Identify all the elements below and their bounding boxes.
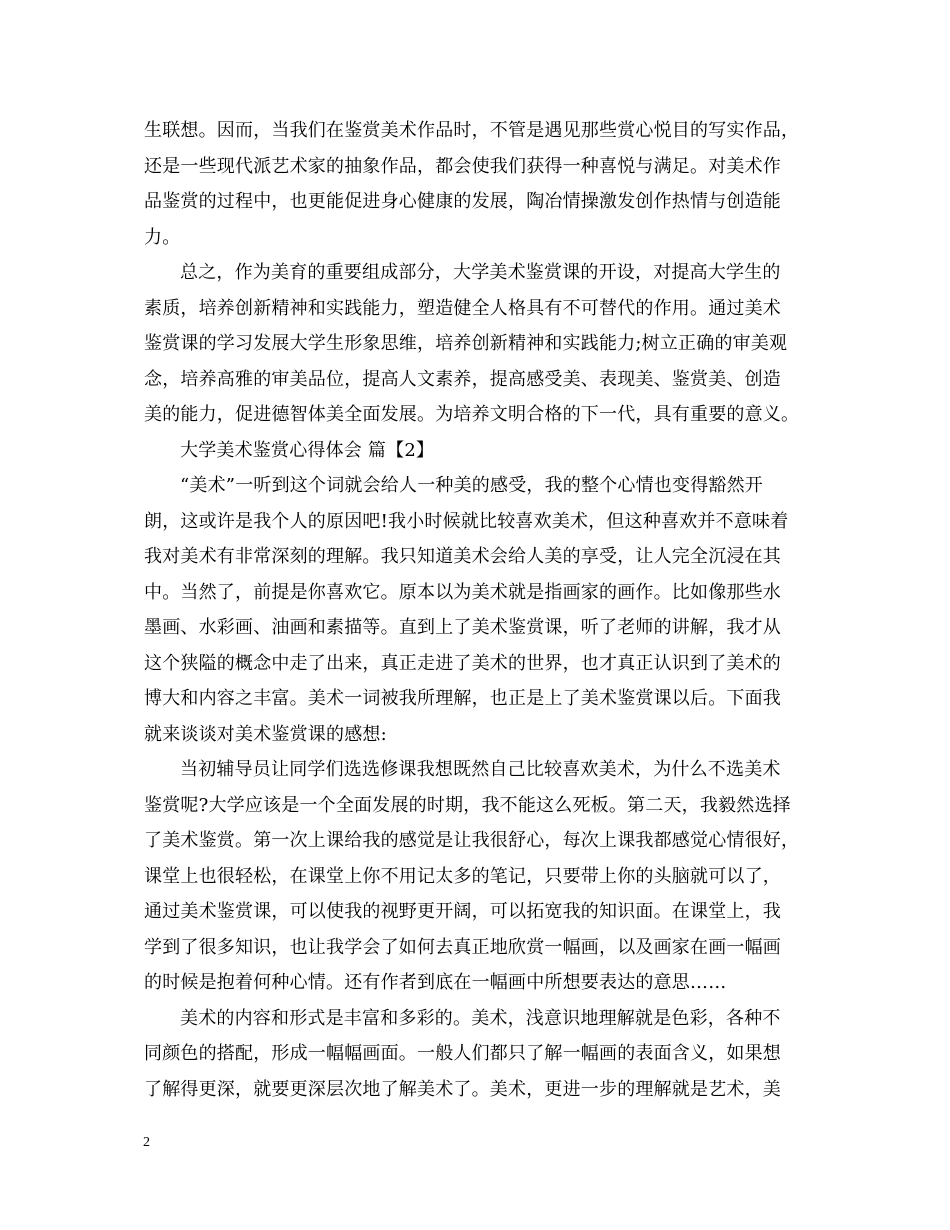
text-line: 素质，培养创新精神和实践能力，塑造健全人格具有不可替代的作用。通过美术 xyxy=(144,297,781,319)
text-line: 生联想。因而，当我们在鉴赏美术作品时，不管是遇见那些赏心悦目的写实作品， xyxy=(144,120,800,141)
paragraph-start-line: 总之，作为美育的重要组成部分，大学美术鉴赏课的开设，对提高大学生的 xyxy=(180,262,781,283)
text-line: 学到了很多知识，也让我学会了如何去真正地欣赏一幅画，以及画家在画一幅画 xyxy=(144,936,781,958)
text-line: 同颜色的搭配，形成一幅幅画面。一般人们都只了解一幅画的表面含义，如果想 xyxy=(144,1043,781,1064)
text-line: 我对美术有非常深刻的理解。我只知道美术会给人美的享受，让人完全沉浸在其 xyxy=(144,546,781,567)
text-line: 墨画、水彩画、油画和素描等。直到上了美术鉴赏课，听了老师的讲解，我才从 xyxy=(144,617,781,638)
text-line: 还是一些现代派艺术家的抽象作品，都会使我们获得一种喜悦与满足。对美术作 xyxy=(144,155,781,177)
text-line: 鉴赏呢?大学应该是一个全面发展的时期，我不能这么死板。第二天，我毅然选择 xyxy=(144,794,791,816)
text-line: 通过美术鉴赏课，可以使我的视野更开阔，可以拓宽我的知识面。在课堂上，我 xyxy=(144,901,781,922)
text-line: 力。 xyxy=(144,226,181,248)
text-line: 美的能力，促进德智体美全面发展。为培养文明合格的下一代，具有重要的意义。 xyxy=(144,404,800,425)
paragraph-start-line: “美术”一听到这个词就会给人一种美的感受，我的整个心情也变得豁然开 xyxy=(180,475,764,496)
text-line: 念，培养高雅的审美品位，提高人文素养，提高感受美、表现美、鉴赏美、创造 xyxy=(144,368,781,390)
text-line: 课堂上也很轻松，在课堂上你不用记太多的笔记，只要带上你的头脑就可以了， xyxy=(144,865,781,887)
text-line: 了解得更深，就要更深层次地了解美术了。美术，更进一步的理解就是艺术，美 xyxy=(144,1078,781,1100)
text-line: 鉴赏课的学习发展大学生形象思维，培养创新精神和实践能力;树立正确的审美观 xyxy=(144,333,788,354)
paragraph-start-line: 当初辅导员让同学们选选修课我想既然自己比较喜欢美术，为什么不选美术 xyxy=(180,759,781,780)
page-number: 2 xyxy=(143,1135,150,1150)
text-line: 品鉴赏的过程中，也更能促进身心健康的发展，陶冶情操激发创作热情与创造能 xyxy=(144,191,781,212)
text-line: 的时候是抱着何种心情。还有作者到底在一幅画中所想要表达的意思…… xyxy=(144,972,727,993)
text-line: 了美术鉴赏。第一次上课给我的感觉是让我很舒心，每次上课我都感觉心情很好， xyxy=(144,830,800,851)
paragraph-start-line: 美术的内容和形式是丰富和多彩的。美术，浅意识地理解就是色彩，各种不 xyxy=(180,1007,781,1029)
section-heading: 大学美术鉴赏心得体会 篇【2】 xyxy=(180,439,435,461)
text-line: 就来谈谈对美术鉴赏课的感想: xyxy=(144,723,387,745)
text-line: 中。当然了，前提是你喜欢它。原本以为美术就是指画家的画作。比如像那些水 xyxy=(144,581,781,603)
text-line: 这个狭隘的概念中走了出来，真正走进了美术的世界，也才真正认识到了美术的 xyxy=(144,652,781,674)
text-line: 博大和内容之丰富。美术一词被我所理解，也正是上了美术鉴赏课以后。下面我 xyxy=(144,688,781,709)
text-line: 朗，这或许是我个人的原因吧!我小时候就比较喜欢美术，但这种喜欢并不意味着 xyxy=(144,510,789,532)
body-text xyxy=(144,113,809,1107)
